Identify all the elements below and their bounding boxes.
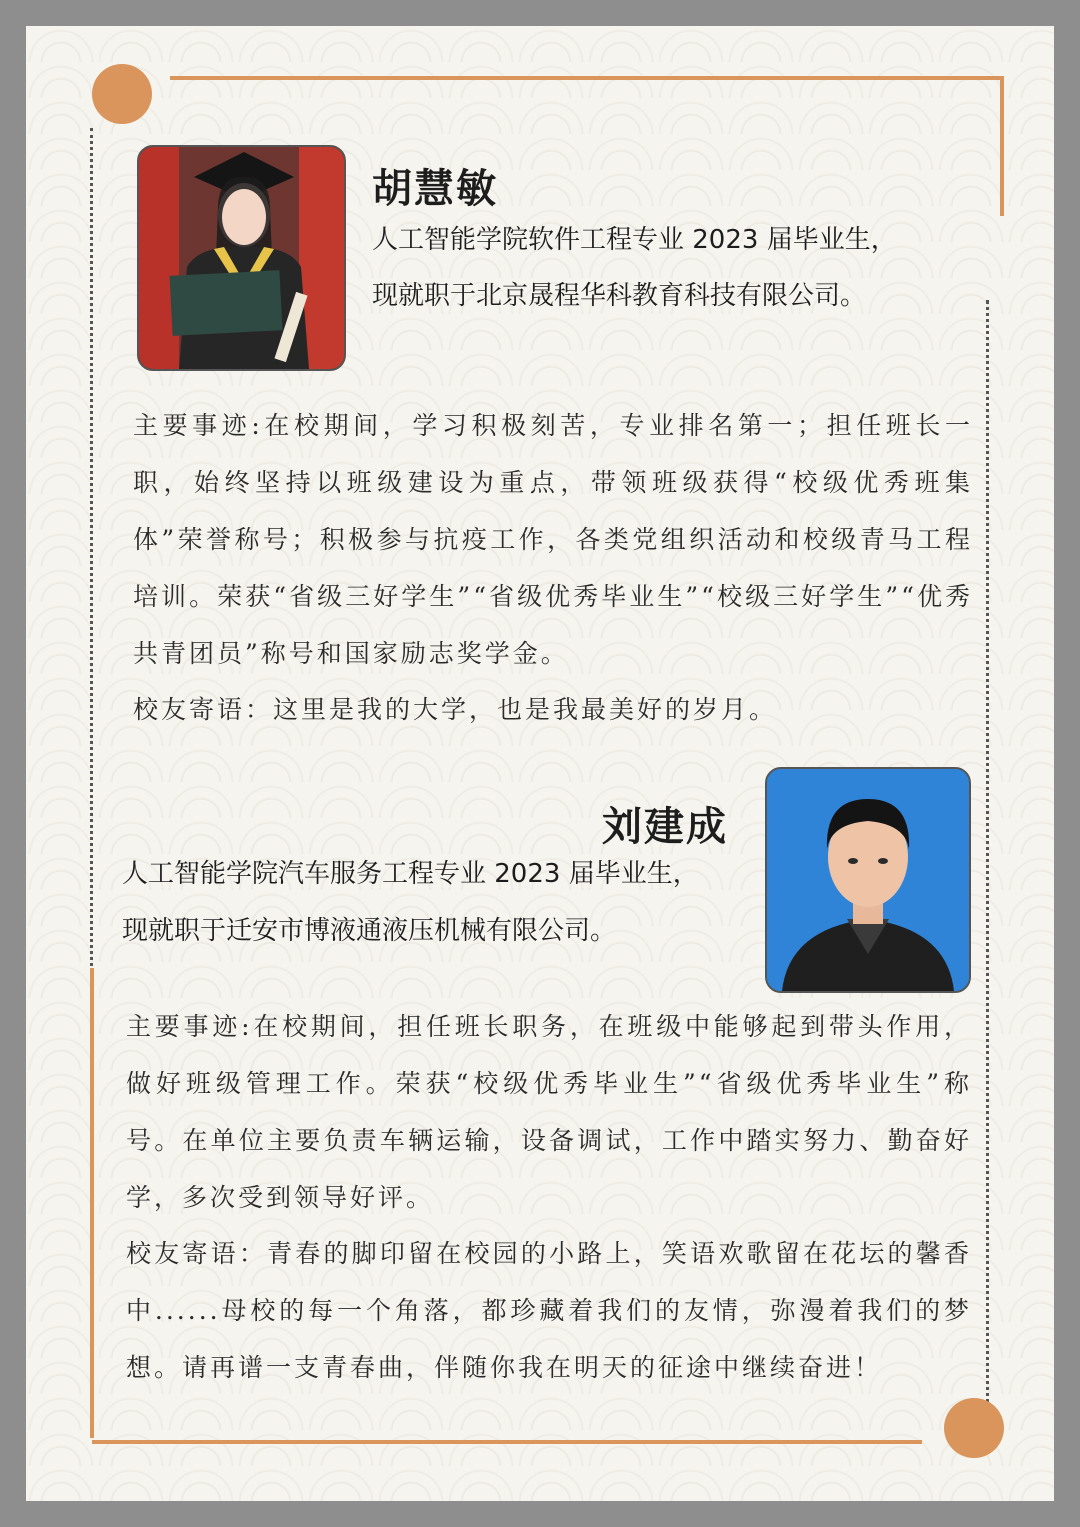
person2-deeds-label: 主要事迹: (126, 1012, 253, 1041)
person1-info-line2: 现就职于北京晟程华科教育科技有限公司。 (372, 281, 867, 311)
decor-line-top (170, 76, 1004, 80)
person1-deeds (133, 397, 973, 682)
person1-deeds-text: 在校期间，学习积极刻苦，专业排名第一；担任班长一职，始终坚持以班级建设为重点，带领班级获得“校级优秀班集体”荣誉称号；积极参与抗疫工作，各类党组织活动和校级青马工程培训。荣获“省级三好学生”“省级优秀毕业生”“校级三好学生”“优秀共青团员”称号和国家励志奖学金。 (133, 411, 973, 668)
person2-message (126, 1225, 972, 1396)
person2-message-text: 青春的脚印留在校园的小路上，笑语欢歌留在花坛的馨香中......母校的每一个角落，都珍藏着我们的友情，弥漫着我们的梦想。请再谱一支青春曲，伴随你我在明天的征途中继续奋进！ (126, 1239, 972, 1382)
person2-deeds (126, 998, 972, 1226)
decor-line-right (1000, 76, 1004, 216)
decor-line-bottom (92, 1440, 922, 1444)
decor-dotted-right (986, 300, 989, 1410)
person1-message (133, 681, 973, 738)
id-photo (765, 767, 971, 993)
graduation-photo (137, 145, 346, 371)
person1-message-label: 校友寄语： (133, 695, 274, 724)
decor-dot-bottom-right (944, 1398, 1004, 1458)
person1-message-text: 这里是我的大学，也是我最美好的岁月。 (273, 695, 778, 724)
person2-deeds-text: 在校期间，担任班长职务，在班级中能够起到带头作用，做好班级管理工作。荣获“校级优秀毕业生”“省级优秀毕业生”称号。在单位主要负责车辆运输，设备调试，工作中踏实努力、勤奋好学，多次受到领导好评。 (126, 1012, 972, 1212)
person2-name: 刘建成 (602, 804, 728, 850)
person2-info-line2: 现就职于迁安市博液通液压机械有限公司。 (122, 916, 617, 946)
decor-dot-top-left (92, 64, 152, 124)
id-portrait-icon (767, 769, 969, 991)
person2-info-line1: 人工智能学院汽车服务工程专业 2023 届毕业生， (122, 859, 699, 889)
person1-name: 胡慧敏 (372, 166, 498, 212)
graduate-portrait-icon (139, 147, 344, 369)
person1-info-line1: 人工智能学院软件工程专业 2023 届毕业生， (372, 225, 897, 255)
person1-deeds-label: 主要事迹: (133, 411, 263, 440)
person2-message-label: 校友寄语： (126, 1239, 268, 1268)
decor-line-left-lower (90, 968, 94, 1438)
